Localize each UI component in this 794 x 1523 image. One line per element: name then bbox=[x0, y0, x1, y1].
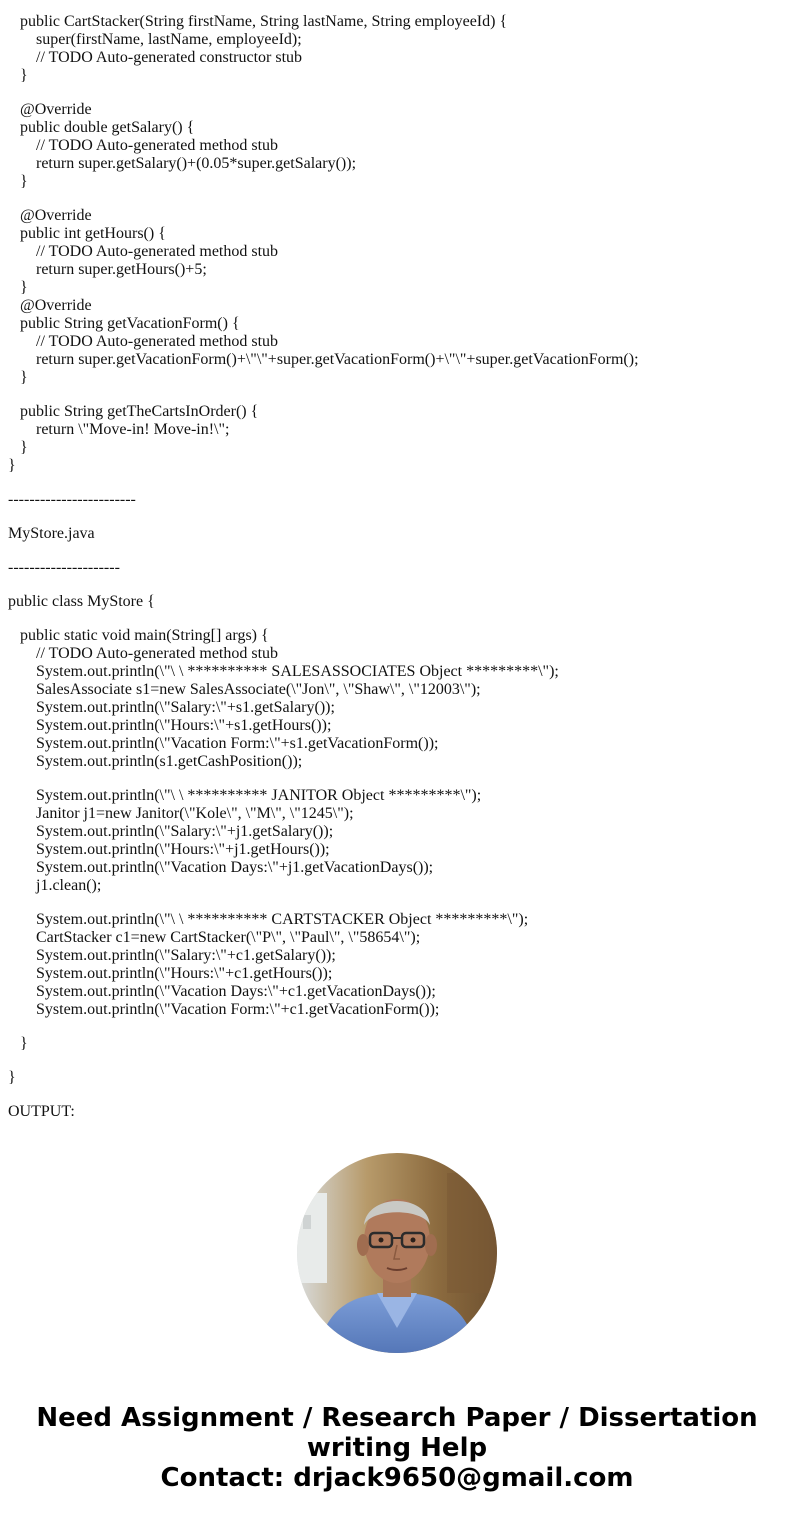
code-line: System.out.println(\"Salary:\"+c1.getSalary()); bbox=[8, 947, 336, 964]
code-line: } bbox=[8, 279, 28, 296]
code-line bbox=[8, 1019, 794, 1035]
profile-photo bbox=[297, 1153, 497, 1353]
code-line: } bbox=[8, 457, 16, 474]
code-line: return super.getVacationForm()+\"\"+super.getVacationForm()+\"\"+super.getVacationForm(); bbox=[8, 351, 639, 368]
code-line: return \"Move-in! Move-in!\"; bbox=[8, 421, 230, 438]
code-line bbox=[8, 85, 794, 101]
code-line: OUTPUT: bbox=[8, 1103, 75, 1120]
code-line bbox=[8, 1053, 794, 1069]
code-line: public String getVacationForm() { bbox=[8, 315, 240, 332]
code-line: System.out.println(\"Salary:\"+s1.getSalary()); bbox=[8, 699, 335, 716]
code-line bbox=[8, 771, 794, 787]
code-line: public double getSalary() { bbox=[8, 119, 195, 136]
contact-banner bbox=[0, 1403, 794, 1493]
code-line: Janitor j1=new Janitor(\"Kole\", \"M\", \"1245\"); bbox=[8, 805, 354, 822]
portrait-image bbox=[297, 1153, 497, 1353]
code-line: ------------------------ bbox=[8, 491, 136, 508]
code-line: return super.getSalary()+(0.05*super.getSalary()); bbox=[8, 155, 357, 172]
code-line: public String getTheCartsInOrder() { bbox=[8, 403, 259, 420]
code-line bbox=[8, 611, 794, 627]
code-line: System.out.println(\"Vacation Days:\"+c1.getVacationDays()); bbox=[8, 983, 436, 1000]
code-line: @Override bbox=[8, 207, 92, 224]
code-line: // TODO Auto-generated constructor stub bbox=[8, 49, 303, 66]
code-line: } bbox=[8, 369, 28, 386]
code-line: System.out.println(\"Salary:\"+j1.getSalary()); bbox=[8, 823, 334, 840]
code-line: return super.getHours()+5; bbox=[8, 261, 207, 278]
code-lines bbox=[8, 13, 794, 1121]
code-line bbox=[8, 543, 794, 559]
code-line: super(firstName, lastName, employeeId); bbox=[8, 31, 302, 48]
code-line: // TODO Auto-generated method stub bbox=[8, 333, 279, 350]
code-line: SalesAssociate s1=new SalesAssociate(\"Jon\", \"Shaw\", \"12003\"); bbox=[8, 681, 481, 698]
banner-line-2: writing Help bbox=[306, 1433, 488, 1463]
code-line: System.out.println(\"\ \ ********** CARTSTACKER Object *********\"); bbox=[8, 911, 529, 928]
code-line: j1.clean(); bbox=[8, 877, 102, 894]
code-line: System.out.println(\"\ \ ********** JANITOR Object *********\"); bbox=[8, 787, 482, 804]
code-line: System.out.println(\"Vacation Form:\"+s1.getVacationForm()); bbox=[8, 735, 439, 752]
code-line: @Override bbox=[8, 297, 92, 314]
code-line: @Override bbox=[8, 101, 92, 118]
code-line: System.out.println(\"Hours:\"+s1.getHours()); bbox=[8, 717, 332, 734]
code-line: MyStore.java bbox=[8, 525, 95, 542]
code-line bbox=[8, 1087, 794, 1103]
code-line: System.out.println(\"\ \ ********** SALESASSOCIATES Object *********\"); bbox=[8, 663, 559, 680]
code-line: System.out.println(\"Vacation Form:\"+c1.getVacationForm()); bbox=[8, 1001, 440, 1018]
code-line: } bbox=[8, 1069, 16, 1086]
code-line: public CartStacker(String firstName, String lastName, String employeeId) { bbox=[8, 13, 508, 30]
code-line: public class MyStore { bbox=[8, 593, 155, 610]
code-line: } bbox=[8, 439, 28, 456]
code-line: System.out.println(\"Vacation Days:\"+j1.getVacationDays()); bbox=[8, 859, 434, 876]
code-line: System.out.println(\"Hours:\"+c1.getHours()); bbox=[8, 965, 333, 982]
code-line: // TODO Auto-generated method stub bbox=[8, 243, 279, 260]
code-line: } bbox=[8, 1035, 28, 1052]
code-line: // TODO Auto-generated method stub bbox=[8, 137, 279, 154]
code-line bbox=[8, 387, 794, 403]
code-line bbox=[8, 577, 794, 593]
code-line: public int getHours() { bbox=[8, 225, 166, 242]
code-line: CartStacker c1=new CartStacker(\"P\", \"Paul\", \"58654\"); bbox=[8, 929, 421, 946]
code-line: public static void main(String[] args) { bbox=[8, 627, 269, 644]
banner-contact-line: Contact: drjack9650@gmail.com bbox=[160, 1463, 634, 1493]
code-line: // TODO Auto-generated method stub bbox=[8, 645, 279, 662]
code-line bbox=[8, 895, 794, 911]
code-line bbox=[8, 191, 794, 207]
code-line: System.out.println(\"Hours:\"+j1.getHours()); bbox=[8, 841, 330, 858]
code-line bbox=[8, 509, 794, 525]
code-line: System.out.println(s1.getCashPosition()); bbox=[8, 753, 303, 770]
code-line: } bbox=[8, 173, 28, 190]
banner-line-1: Need Assignment / Research Paper / Dissertation bbox=[36, 1403, 758, 1433]
code-line: --------------------- bbox=[8, 559, 120, 576]
code-line bbox=[8, 475, 794, 491]
code-line: } bbox=[8, 67, 28, 84]
